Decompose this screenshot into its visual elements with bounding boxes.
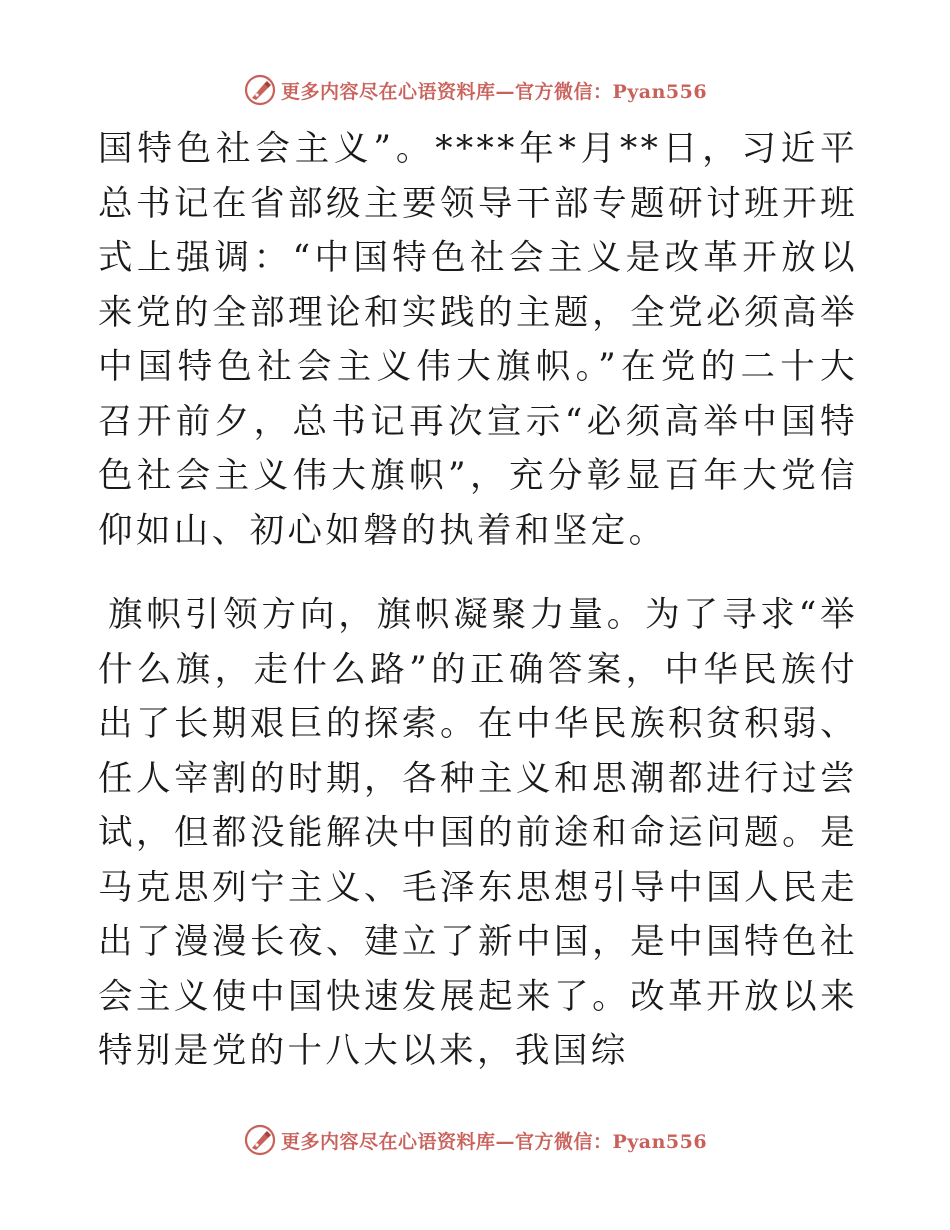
body-paragraph-2: 旗帜引领方向，旗帜凝聚力量。为了寻求“举什么旗，走什么路”的正确答案，中华民族付出了长期艰巨的探索。在中华民族积贫积弱、任人宰割的时期，各种主义和思潮都进行过尝试，但都没能解决中国的前途和命运问题。是马克思列宁主义、毛泽东思想引导中国人民走出了漫漫长夜、建立了新中国，是中国特色社会主义使中国快速发展起来了。改革开放以来特别是党的十八大以来，我国综 bbox=[98, 595, 858, 1071]
header-banner bbox=[0, 68, 950, 112]
document-body bbox=[98, 122, 858, 1079]
footer-banner bbox=[0, 1118, 950, 1162]
pen-nib-logo-icon bbox=[243, 1123, 277, 1157]
header-banner-text: 更多内容尽在心语资料库—官方微信：Pyan556 bbox=[280, 80, 708, 103]
pen-nib-logo-icon bbox=[243, 73, 277, 107]
footer-banner-text: 更多内容尽在心语资料库—官方微信：Pyan556 bbox=[280, 1130, 708, 1153]
body-paragraph-1: 国特色社会主义”。****年*月**日，习近平总书记在省部级主要领导干部专题研讨班开班式上强调：“中国特色社会主义是改革开放以来党的全部理论和实践的主题，全党必须高举中国特色社会主义伟大旗帜。”在党的二十大召开前夕，总书记再次宣示“必须高举中国特色社会主义伟大旗帜”，充分彰显百年大党信仰如山、初心如磐的执着和坚定。 bbox=[98, 129, 858, 551]
